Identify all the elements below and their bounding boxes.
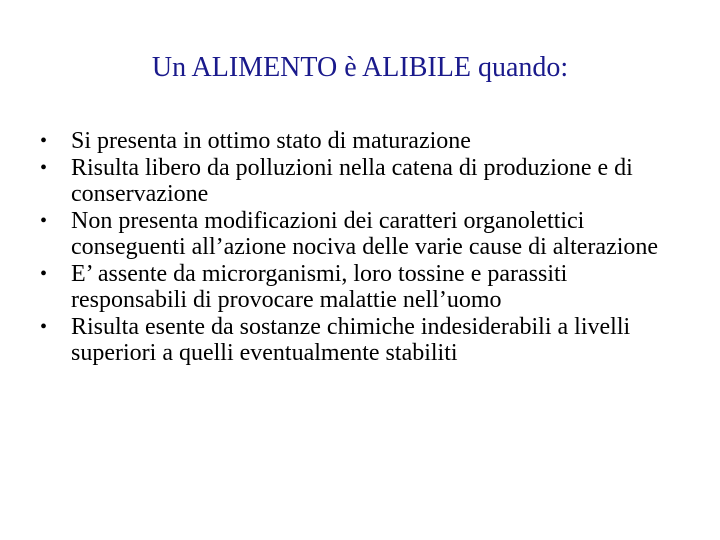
bullet-text: E’ assente da microrganismi, loro tossine e parassiti responsabili di provocare malattie nell’uomo xyxy=(71,260,568,313)
bullet-item xyxy=(40,155,680,208)
bullet-list xyxy=(40,128,680,367)
bullet-icon: • xyxy=(40,209,48,232)
bullet-icon: • xyxy=(40,315,48,338)
bullet-text: Si presenta in ottimo stato di maturazione xyxy=(71,128,471,154)
bullet-item xyxy=(40,314,680,367)
bullet-text: Risulta esente da sostanze chimiche indesiderabili a livelli superiori a quelli eventualmente stabiliti xyxy=(71,313,631,366)
bullet-item xyxy=(40,128,680,155)
bullet-icon: • xyxy=(40,262,48,285)
bullet-text: Non presenta modificazioni dei caratteri organolettici conseguenti all’azione nociva delle varie cause di alterazione xyxy=(71,207,659,260)
bullet-item xyxy=(40,208,680,261)
bullet-icon: • xyxy=(40,156,48,179)
slide-title: Un ALIMENTO è ALIBILE quando: xyxy=(151,52,569,83)
bullet-icon: • xyxy=(40,130,48,152)
bullet-item xyxy=(40,261,680,314)
bullet-text: Risulta libero da polluzioni nella catena di produzione e di conservazione xyxy=(71,154,633,207)
